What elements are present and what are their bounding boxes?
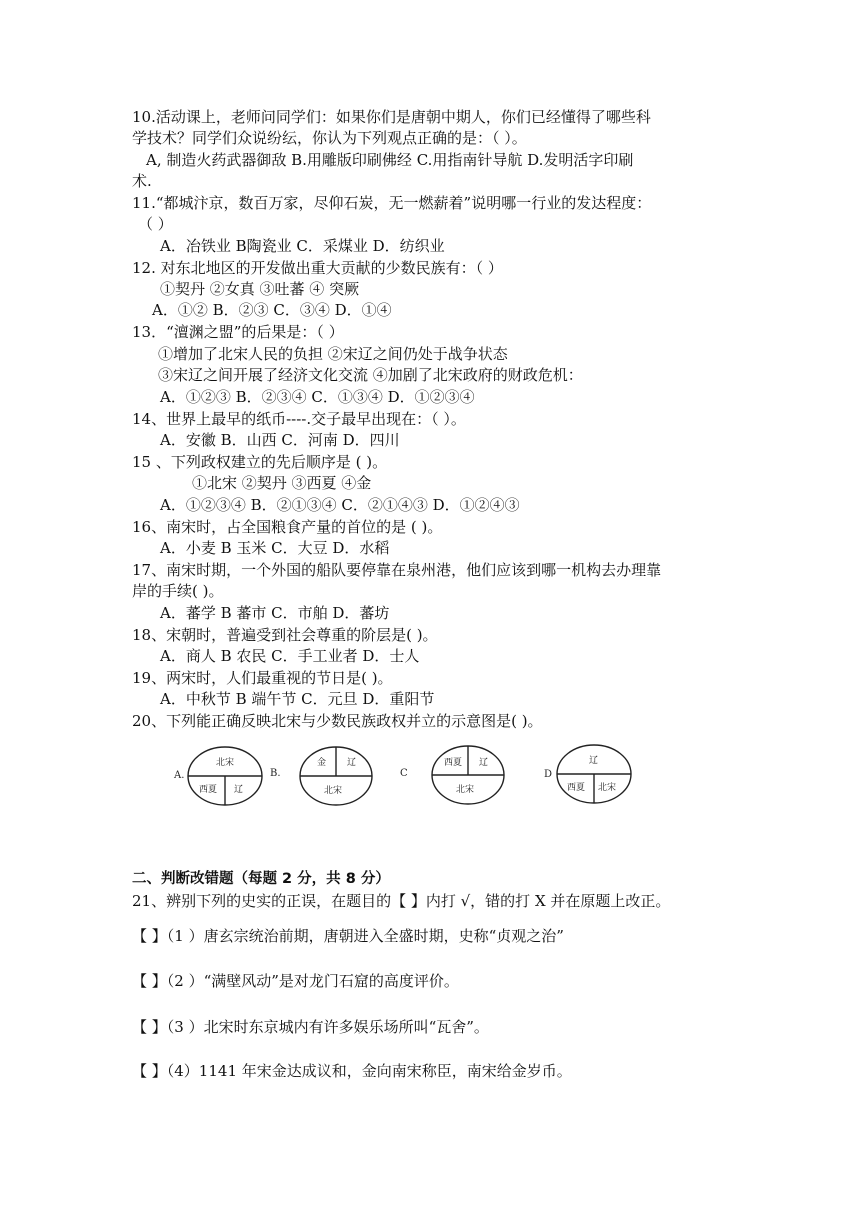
q14-line1: 14、世界上最早的纸币----.交子最早出现在：（ ）。: [132, 410, 466, 428]
diagram-b-bottom: 北宋: [324, 786, 343, 796]
q18-options: A．商人 B 农民 C．手工业者 D．士人: [160, 647, 420, 665]
diagram-a-top: 北宋: [216, 758, 235, 768]
q18-line1: 18、宋朝时，普遍受到社会尊重的阶层是( )。: [132, 626, 438, 644]
q13-choices-1: ①增加了北宋人民的负担 ②宋辽之间仍处于战争状态: [158, 345, 508, 363]
q17-line1: 17、南宋时期，一个外国的船队要停靠在泉州港，他们应该到哪一机构去办理靠: [132, 561, 662, 579]
q20-diagram: [172, 743, 642, 808]
q11-line2: （ ）: [138, 215, 173, 233]
diagram-a-bottom-left: 西夏: [199, 785, 218, 795]
q13-choices-2: ③宋辽之间开展了经济文化交流 ④加剧了北宋政府的财政危机：: [158, 366, 583, 384]
q16-options: A．小麦 B 玉米 C．大豆 D．水稻: [160, 539, 390, 557]
q10-line1: 10.活动课上，老师问同学们：如果你们是唐朝中期人，你们已经懂得了哪些科: [132, 108, 651, 126]
q11-options: A．冶铁业 B陶瓷业 C．采煤业 D．纺织业: [160, 237, 445, 255]
q10-options: A, 制造火药武器御敌 B.用雕版印刷佛经 C.用指南针导航 D.发明活字印刷: [146, 151, 634, 169]
q12-line1: 12. 对东北地区的开发做出重大贡献的少数民族有：（ ）: [132, 259, 503, 277]
diagram-b-letter: B.: [270, 768, 281, 779]
section-2-title: 二、判断改错题（每题 2 分，共 8 分）: [132, 871, 390, 887]
diagram-c-letter: C: [400, 768, 408, 779]
q16-line1: 16、南宋时，占全国粮食产量的首位的是 ( )。: [132, 518, 443, 536]
diagram-b-top-left: 金: [317, 758, 327, 768]
diagram-d-bottom-right: 北宋: [598, 783, 617, 793]
diagram-d-letter: D: [544, 769, 553, 780]
q17-line2: 岸的手续( )。: [132, 582, 224, 600]
diagram-c-top-right: 辽: [479, 758, 489, 768]
diagram-b: [300, 747, 372, 805]
diagram-d: [557, 745, 631, 803]
q19-line1: 19、两宋时，人们最重视的节日是( )。: [132, 669, 393, 687]
q13-options: A．①②③ B．②③④ C．①③④ D．①②③④: [160, 388, 475, 406]
diagram-a: [188, 747, 262, 805]
tf-item-3: 【 】（3 ）北宋时东京城内有许多娱乐场所叫“瓦舍”。: [132, 1018, 489, 1036]
tf-item-1: 【 】（1 ）唐玄宗统治前期，唐朝进入全盛时期，史称“贞观之治”: [132, 927, 564, 945]
diagram-a-bottom-right: 辽: [234, 785, 244, 795]
q15-choices: ①北宋 ②契丹 ③西夏 ④金: [192, 474, 372, 492]
q17-options: A．蕃学 B 蕃市 C．市舶 D．蕃坊: [160, 604, 390, 622]
q15-options: A．①②③④ B．②①③④ C．②①④③ D．①②④③: [160, 496, 520, 514]
q20-line1: 20、下列能正确反映北宋与少数民族政权并立的示意图是( )。: [132, 712, 543, 730]
q12-choices: ①契丹 ②女真 ③吐蕃 ④ 突厥: [160, 280, 360, 298]
tf-item-2: 【 】（2 ）“满壁风动”是对龙门石窟的高度评价。: [132, 972, 459, 990]
q21-instructions: 21、辨别下列的史实的正误，在题目的【 】内打 √，错的打 X 并在原题上改正。: [132, 892, 671, 910]
diagram-c: [432, 746, 504, 804]
diagram-d-bottom-left: 西夏: [567, 783, 586, 793]
diagram-b-top-right: 辽: [347, 758, 357, 768]
q10-line2: 学技术？同学们众说纷纭，你认为下列观点正确的是：（ ）。: [132, 129, 527, 147]
q15-line1: 15 、下列政权建立的先后顺序是 ( )。: [132, 453, 388, 471]
tf-item-4: 【 】（4）1141 年宋金达成议和，金向南宋称臣，南宋给金岁币。: [132, 1062, 572, 1080]
diagram-c-top-left: 西夏: [444, 758, 463, 768]
q13-line1: 13．“澶渊之盟”的后果是：（ ）: [132, 323, 344, 341]
q10-line4: 术.: [132, 172, 152, 190]
q11-line1: 11.“都城汴京，数百万家，尽仰石炭，无一燃薪着”说明哪一行业的发达程度：: [132, 194, 652, 212]
q19-options: A．中秋节 B 端午节 C．元旦 D．重阳节: [160, 690, 435, 708]
q12-options: A．①② B．②③ C．③④ D．①④: [152, 301, 392, 319]
diagram-d-top: 辽: [589, 756, 599, 766]
diagram-c-bottom: 北宋: [456, 785, 475, 795]
q14-options: A．安徽 B．山西 C．河南 D．四川: [160, 431, 400, 449]
diagram-a-letter: A.: [174, 770, 185, 781]
